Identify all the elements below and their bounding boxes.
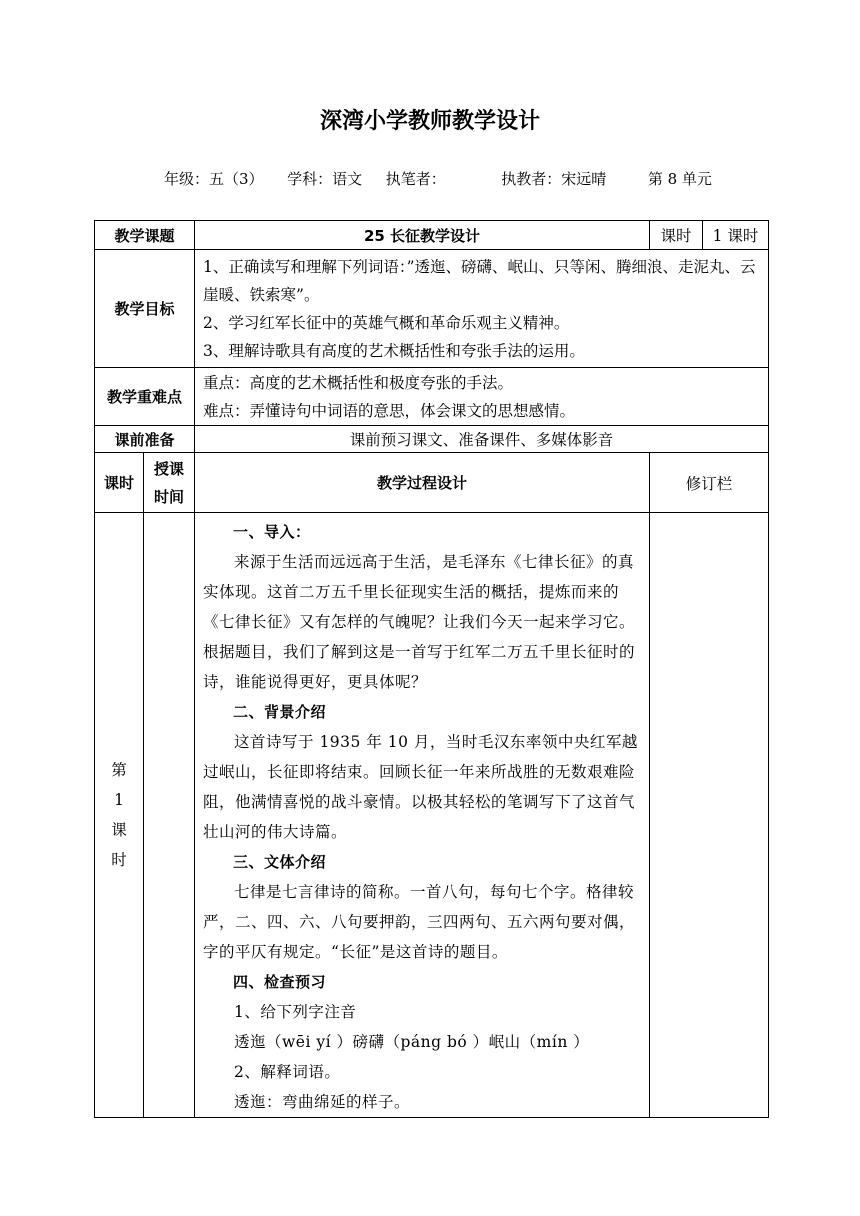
keypoint-item: 难点：弄懂诗句中词语的意思，体会课文的思想感情。	[203, 401, 576, 420]
process-heading: 一、导入：	[233, 523, 311, 541]
grade-text: 年级：五（3）	[164, 170, 264, 188]
process-paragraph: 来源于生活而远远高于生活，是毛泽东《七律长征》的真实体现。这首二万五千里长征现实生活的概括，提炼而来的《七律长征》又有怎样的气魄呢？让我们今天一起来学习它。根据题目，我们了解到这是一首写于红军二万五千里长征时的诗，谁能说得更好，更具体呢？	[203, 553, 636, 691]
col-lesson: 课时	[95, 453, 144, 513]
goal-item: 3、理解诗歌具有高度的艺术概括性和夸张手法的运用。	[203, 341, 585, 360]
lesson-number: 第1课时	[95, 513, 144, 1118]
topic-value: 25 长征教学设计	[195, 221, 650, 250]
process-paragraph: 2、解释词语。	[234, 1063, 341, 1081]
process-paragraph: 透迤（wēi yí ）磅礴（páng bó ）岷山（mín ）	[234, 1033, 590, 1051]
col-time: 授课时间	[144, 453, 195, 513]
revision-cell	[650, 513, 769, 1118]
period-label: 课时	[650, 221, 703, 250]
topic-label: 教学课题	[95, 221, 195, 250]
process-heading: 三、文体介绍	[233, 853, 327, 871]
prep-label: 课前准备	[95, 426, 195, 453]
info-line	[164, 168, 712, 189]
process-paragraph: 这首诗写于 1935 年 10 月，当时毛汉东率领中央红军越过岷山，长征即将结束。回顾长征一年来所战胜的无数艰难险阻，他满情喜悦的战斗豪情。以极其轻松的笔调写下了这首气壮山河的伟大诗篇。	[203, 733, 638, 841]
goal-item: 1、正确读写和理解下列词语：”透迤、磅礴、岷山、只等闲、腾细浪、走泥丸、云崖暖、铁索寒”。	[203, 257, 756, 304]
keypoints-label: 教学重难点	[95, 368, 195, 426]
col-revision: 修订栏	[650, 453, 769, 513]
prep-value: 课前预习课文、准备课件、多媒体影音	[195, 426, 769, 453]
page-title: 深湾小学教师教学设计	[319, 109, 540, 134]
keypoint-item: 重点：高度的艺术概括性和极度夸张的手法。	[203, 373, 514, 392]
unit-text: 第 8 单元	[647, 170, 712, 188]
period-value: 1 课时	[703, 221, 769, 250]
writer-text: 执笔者：	[385, 170, 446, 188]
teacher-text: 执教者：宋远晴	[501, 170, 607, 188]
process-heading: 四、检查预习	[233, 973, 327, 991]
goals-cell	[195, 250, 769, 368]
lesson-plan-table	[94, 220, 769, 1118]
process-paragraph: 透迤：弯曲绵延的样子。	[234, 1093, 411, 1111]
goal-item: 2、学习红军长征中的英雄气概和革命乐观主义精神。	[203, 313, 570, 332]
process-heading: 二、背景介绍	[233, 703, 327, 721]
process-paragraph: 1、给下列字注音	[234, 1003, 357, 1021]
time-cell	[144, 513, 195, 1118]
keypoints-cell	[195, 368, 769, 426]
subject-text: 学科：语文	[287, 170, 363, 188]
col-process: 教学过程设计	[195, 453, 650, 513]
goals-label: 教学目标	[95, 250, 195, 368]
process-cell	[195, 513, 650, 1118]
process-paragraph: 七律是七言律诗的简称。一首八句，每句七个字。格律较严，二、四、六、八句要押韵，三四两句、五六两句要对偶，字的平仄有规定。“长征”是这首诗的题目。	[203, 883, 636, 961]
